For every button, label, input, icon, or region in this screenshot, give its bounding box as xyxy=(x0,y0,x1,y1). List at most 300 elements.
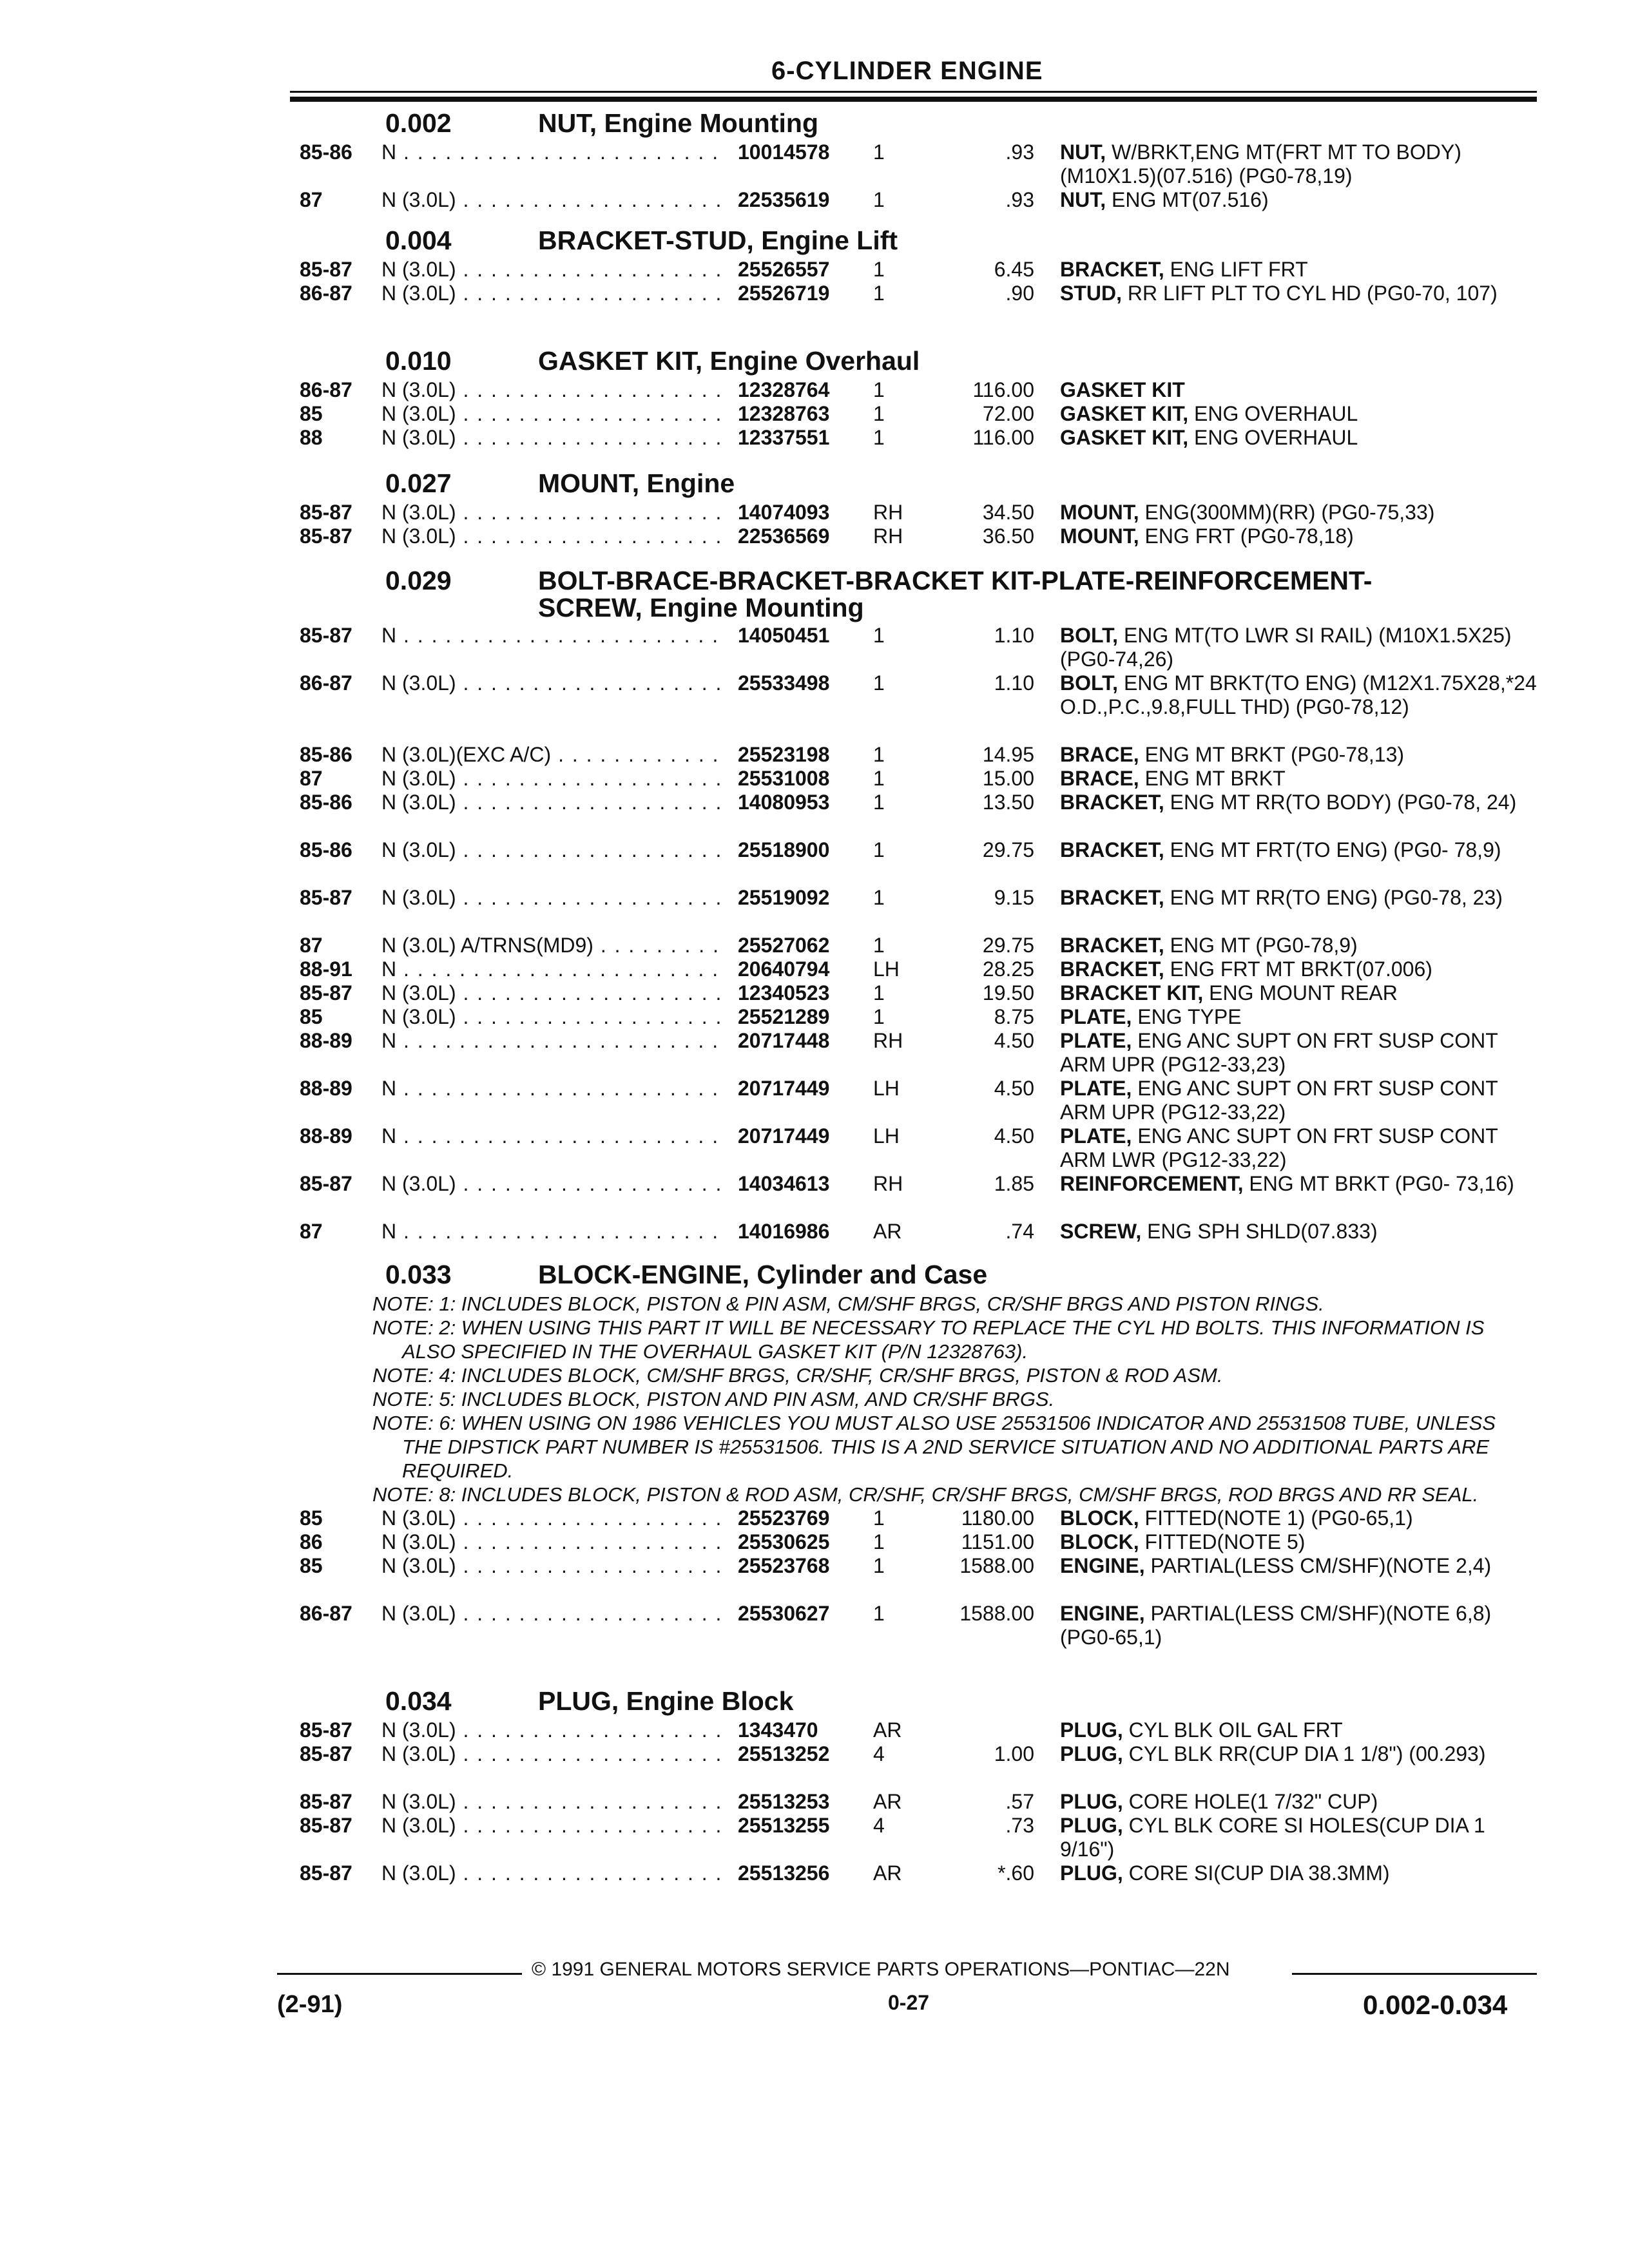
price: 1.10 xyxy=(994,671,1034,695)
part-number: 25526719 xyxy=(738,282,830,305)
part-row xyxy=(0,1220,1629,1244)
parts-group xyxy=(0,226,1629,329)
part-name: GASKET KIT, xyxy=(1060,426,1189,449)
application: N (3.0L) . . . xyxy=(381,1718,720,1742)
part-row xyxy=(0,1742,1629,1790)
group-name: BOLT-BRACE-BRACKET-BRACKET KIT-PLATE-REINFORCEMENT- xyxy=(538,566,1373,595)
part-detail: CYL BLK CORE SI HOLES(CUP DIA 1 9/16") xyxy=(1060,1814,1485,1861)
part-number: 1343470 xyxy=(738,1718,818,1742)
part-description xyxy=(1060,1602,1537,1649)
price: .57 xyxy=(1005,1790,1034,1813)
part-row xyxy=(0,934,1629,957)
application: N . . . xyxy=(381,1029,720,1053)
part-name: BRACKET, xyxy=(1060,791,1164,814)
application: N (3.0L) . . . xyxy=(381,282,720,305)
model-years: 85-86 xyxy=(300,791,352,814)
quantity: 1 xyxy=(873,188,885,211)
group-number: 0.033 xyxy=(385,1260,452,1289)
quantity: 1 xyxy=(873,743,885,766)
note-text: NOTE: 2: WHEN USING THIS PART IT WILL BE NECESSARY TO REPLACE THE CYL HD BOLTS. THIS INFORMATION IS ALSO SPECIFIED IN THE OVERHAUL GASKET KIT (P/N 12328763). xyxy=(372,1316,1485,1363)
part-number: 14016986 xyxy=(738,1220,830,1243)
quantity: 1 xyxy=(873,378,885,401)
quantity: AR xyxy=(873,1861,902,1885)
part-description xyxy=(1060,188,1537,212)
parts-group xyxy=(0,1686,1629,1885)
quantity: 4 xyxy=(873,1814,885,1837)
quantity: LH xyxy=(873,1077,900,1100)
part-description xyxy=(1060,426,1537,450)
part-row xyxy=(0,1602,1629,1649)
part-number: 25513252 xyxy=(738,1742,830,1765)
price: 36.50 xyxy=(982,524,1034,548)
quantity: LH xyxy=(873,957,900,981)
quantity: 1 xyxy=(873,1506,885,1530)
model-years: 85-87 xyxy=(300,1172,352,1195)
parts-group xyxy=(0,1260,1629,1649)
part-detail: ENG MT(TO LWR SI RAIL) (M10X1.5X25) (PG0-74,26) xyxy=(1060,624,1512,671)
part-description xyxy=(1060,282,1537,305)
part-name: BLOCK, xyxy=(1060,1506,1139,1530)
part-detail: PARTIAL(LESS CM/SHF)(NOTE 6,8) (PG0-65,1) xyxy=(1060,1602,1492,1649)
quantity: 1 xyxy=(873,282,885,305)
part-number: 25531008 xyxy=(738,767,830,790)
price: *.60 xyxy=(998,1861,1034,1885)
part-description xyxy=(1060,767,1537,791)
part-number: 12328763 xyxy=(738,402,830,425)
part-name: BRACKET, xyxy=(1060,838,1164,861)
quantity: AR xyxy=(873,1790,902,1813)
part-name: PLUG, xyxy=(1060,1790,1123,1813)
part-number: 25521289 xyxy=(738,1005,830,1028)
part-detail: W/BRKT,ENG MT(FRT MT TO BODY) (M10X1.5)(07.516) (PG0-78,19) xyxy=(1060,140,1461,187)
application: N (3.0L) . . . xyxy=(381,886,720,910)
group-number: 0.010 xyxy=(385,346,452,376)
model-years: 85-87 xyxy=(300,258,352,281)
part-description xyxy=(1060,1530,1537,1554)
part-detail: CORE HOLE(1 7/32" CUP) xyxy=(1123,1790,1378,1813)
quantity: 1 xyxy=(873,886,885,909)
price: .93 xyxy=(1005,188,1034,211)
part-name: PLATE, xyxy=(1060,1077,1132,1100)
application: N (3.0L) . . . xyxy=(381,1506,720,1530)
part-number: 25533498 xyxy=(738,671,830,695)
price: 6.45 xyxy=(994,258,1034,281)
part-row xyxy=(0,1861,1629,1885)
application: N (3.0L) . . . xyxy=(381,378,720,402)
part-row xyxy=(0,1814,1629,1861)
parts-group xyxy=(0,346,1629,450)
part-detail: ENG MT RR(TO ENG) (PG0-78, 23) xyxy=(1164,886,1503,909)
model-years: 86-87 xyxy=(300,1602,352,1625)
price: 1588.00 xyxy=(959,1554,1034,1577)
quantity: 1 xyxy=(873,1602,885,1625)
model-years: 85-87 xyxy=(300,1718,352,1742)
application: N (3.0L) A/TRNS(MD9) . . . xyxy=(381,934,720,957)
quantity: 4 xyxy=(873,1742,885,1765)
part-row xyxy=(0,743,1629,767)
part-description xyxy=(1060,258,1537,282)
quantity: AR xyxy=(873,1718,902,1742)
price: 1.85 xyxy=(994,1172,1034,1195)
price: .74 xyxy=(1005,1220,1034,1243)
model-years: 85-87 xyxy=(300,1742,352,1765)
part-detail: ENG MT (PG0-78,9) xyxy=(1164,934,1358,957)
part-name: MOUNT, xyxy=(1060,524,1139,548)
part-number: 20717449 xyxy=(738,1077,830,1100)
part-number: 14050451 xyxy=(738,624,830,647)
part-row xyxy=(0,188,1629,212)
quantity: AR xyxy=(873,1220,902,1243)
part-row xyxy=(0,1790,1629,1814)
application: N (3.0L) . . . xyxy=(381,1861,720,1885)
note-text: NOTE: 4: INCLUDES BLOCK, CM/SHF BRGS, CR/SHF, CR/SHF BRGS, PISTON & ROD ASM. xyxy=(372,1364,1223,1387)
model-years: 85-87 xyxy=(300,981,352,1004)
group-header xyxy=(0,1260,1629,1292)
part-name: BOLT, xyxy=(1060,671,1119,695)
part-number: 25523769 xyxy=(738,1506,830,1530)
part-detail: ENG MT BRKT (PG0-78,13) xyxy=(1139,743,1405,766)
model-years: 87 xyxy=(300,1220,323,1243)
price: 4.50 xyxy=(994,1077,1034,1100)
part-name: PLATE, xyxy=(1060,1124,1132,1148)
application: N (3.0L) . . . xyxy=(381,1530,720,1554)
part-description xyxy=(1060,1005,1537,1029)
price: 72.00 xyxy=(982,402,1034,425)
part-name: ENGINE, xyxy=(1060,1554,1145,1577)
part-number: 12340523 xyxy=(738,981,830,1004)
part-description xyxy=(1060,1790,1537,1814)
quantity: 1 xyxy=(873,1530,885,1553)
part-description xyxy=(1060,957,1537,981)
part-row xyxy=(0,426,1629,450)
application: N (3.0L) . . . xyxy=(381,258,720,282)
model-years: 86-87 xyxy=(300,671,352,695)
model-years: 85-87 xyxy=(300,624,352,647)
part-detail: RR LIFT PLT TO CYL HD (PG0-70, 107) xyxy=(1122,282,1498,305)
group-name: NUT, Engine Mounting xyxy=(538,108,818,138)
part-name: GASKET KIT, xyxy=(1060,402,1189,425)
application: N . . . xyxy=(381,1077,720,1100)
part-name: BRACE, xyxy=(1060,743,1139,766)
model-years: 85-87 xyxy=(300,1861,352,1885)
model-years: 85-87 xyxy=(300,501,352,524)
part-number: 14074093 xyxy=(738,501,830,524)
part-name: BRACKET, xyxy=(1060,258,1164,281)
header-rule-thin xyxy=(290,91,1537,93)
part-row xyxy=(0,791,1629,838)
part-name: NUT, xyxy=(1060,140,1106,164)
application: N (3.0L) . . . xyxy=(381,1602,720,1626)
part-description xyxy=(1060,524,1537,548)
page-title: 6-CYLINDER ENGINE xyxy=(771,57,1043,85)
part-name: PLUG, xyxy=(1060,1814,1123,1837)
part-number: 20717449 xyxy=(738,1124,830,1148)
part-row xyxy=(0,501,1629,524)
quantity: 1 xyxy=(873,1005,885,1028)
model-years: 85 xyxy=(300,1506,323,1530)
part-description xyxy=(1060,743,1537,767)
part-description xyxy=(1060,1814,1537,1861)
part-row xyxy=(0,1718,1629,1742)
quantity: 1 xyxy=(873,838,885,861)
price: 1.00 xyxy=(994,1742,1034,1765)
note-text: NOTE: 1: INCLUDES BLOCK, PISTON & PIN ASM, CM/SHF BRGS, CR/SHF BRGS AND PISTON RINGS. xyxy=(372,1293,1324,1315)
part-detail: ENG TYPE xyxy=(1132,1005,1242,1028)
application: N . . . xyxy=(381,1124,720,1148)
application: N (3.0L) . . . xyxy=(381,188,720,212)
part-row xyxy=(0,886,1629,934)
part-name: PLATE, xyxy=(1060,1005,1132,1028)
part-name: PLUG, xyxy=(1060,1742,1123,1765)
application: N (3.0L) . . . xyxy=(381,1005,720,1029)
group-header xyxy=(0,468,1629,501)
part-detail: ENG MT RR(TO BODY) (PG0-78, 24) xyxy=(1164,791,1517,814)
price: 15.00 xyxy=(982,767,1034,790)
model-years: 86-87 xyxy=(300,282,352,305)
part-name: BRACKET, xyxy=(1060,934,1164,957)
application: N . . . xyxy=(381,624,720,648)
group-number: 0.004 xyxy=(385,226,452,255)
group-name: BRACKET-STUD, Engine Lift xyxy=(538,226,898,255)
group-name: GASKET KIT, Engine Overhaul xyxy=(538,346,920,376)
part-name: BOLT, xyxy=(1060,624,1119,647)
part-detail: PARTIAL(LESS CM/SHF)(NOTE 2,4) xyxy=(1144,1554,1492,1577)
part-row xyxy=(0,282,1629,329)
part-number: 10014578 xyxy=(738,140,830,164)
application: N (3.0L)(EXC A/C) . . . xyxy=(381,743,720,767)
application: N (3.0L) . . . xyxy=(381,501,720,524)
part-description xyxy=(1060,1077,1537,1124)
application: N (3.0L) . . . xyxy=(381,981,720,1005)
application: N (3.0L) . . . xyxy=(381,767,720,791)
quantity: 1 xyxy=(873,791,885,814)
part-number: 20717448 xyxy=(738,1029,830,1052)
price: 29.75 xyxy=(982,934,1034,957)
part-description xyxy=(1060,624,1537,671)
part-row xyxy=(0,140,1629,188)
quantity: 1 xyxy=(873,767,885,790)
price: 34.50 xyxy=(982,501,1034,524)
price: 28.25 xyxy=(982,957,1034,981)
quantity: 1 xyxy=(873,934,885,957)
price: 29.75 xyxy=(982,838,1034,861)
group-header xyxy=(0,226,1629,258)
part-description xyxy=(1060,886,1537,910)
group-name: MOUNT, Engine xyxy=(538,468,735,498)
application: N (3.0L) . . . xyxy=(381,671,720,695)
part-number: 25523768 xyxy=(738,1554,830,1577)
part-row xyxy=(0,1530,1629,1554)
note-text: NOTE: 6: WHEN USING ON 1986 VEHICLES YOU MUST ALSO USE 25531506 INDICATOR AND 25531508 TUBE, UNLESS THE DIPSTICK PART NUMBER IS #25531506. THIS IS A 2ND SERVICE SITUATION AND NO ADDITIONAL PARTS ARE REQUIRED. xyxy=(372,1412,1496,1482)
part-detail: ENG MT(07.516) xyxy=(1106,188,1269,211)
footer-section-range: 0.002-0.034 xyxy=(1363,1990,1508,2020)
part-detail: ENG LIFT FRT xyxy=(1164,258,1308,281)
quantity: 1 xyxy=(873,426,885,449)
part-name: SCREW, xyxy=(1060,1220,1142,1243)
part-row xyxy=(0,838,1629,886)
price: 116.00 xyxy=(972,426,1034,449)
group-header xyxy=(0,108,1629,140)
group-name: BLOCK-ENGINE, Cylinder and Case xyxy=(538,1260,988,1289)
part-name: REINFORCEMENT, xyxy=(1060,1172,1244,1195)
part-number: 25527062 xyxy=(738,934,830,957)
price: 19.50 xyxy=(982,981,1034,1004)
price: 4.50 xyxy=(994,1029,1034,1052)
model-years: 85-87 xyxy=(300,1790,352,1813)
application: N (3.0L) . . . xyxy=(381,791,720,814)
model-years: 85-86 xyxy=(300,140,352,164)
part-row xyxy=(0,1029,1629,1077)
part-number: 14080953 xyxy=(738,791,830,814)
quantity: 1 xyxy=(873,402,885,425)
part-row xyxy=(0,1506,1629,1530)
part-row xyxy=(0,258,1629,282)
model-years: 88-89 xyxy=(300,1029,352,1052)
footer-date: (2-91) xyxy=(277,1991,343,2018)
part-detail: ENG FRT (PG0-78,18) xyxy=(1139,524,1354,548)
part-detail: ENG FRT MT BRKT(07.006) xyxy=(1164,957,1432,981)
part-number: 12328764 xyxy=(738,378,830,401)
part-detail: FITTED(NOTE 5) xyxy=(1139,1530,1306,1553)
part-name: PLUG, xyxy=(1060,1718,1123,1742)
part-name: GASKET KIT xyxy=(1060,378,1185,401)
model-years: 86 xyxy=(300,1530,323,1553)
footer-rule-right xyxy=(1292,1973,1537,1975)
group-name: PLUG, Engine Block xyxy=(538,1686,794,1716)
part-description xyxy=(1060,981,1537,1005)
part-number: 22536569 xyxy=(738,524,830,548)
part-description xyxy=(1060,934,1537,957)
model-years: 85-86 xyxy=(300,838,352,861)
part-description xyxy=(1060,1029,1537,1077)
application: N . . . xyxy=(381,140,720,164)
part-number: 25530627 xyxy=(738,1602,830,1625)
part-row xyxy=(0,378,1629,402)
application: N . . . xyxy=(381,1220,720,1244)
group-number: 0.029 xyxy=(385,566,452,595)
price: 8.75 xyxy=(994,1005,1034,1028)
price: .90 xyxy=(1005,282,1034,305)
part-name: MOUNT, xyxy=(1060,501,1139,524)
part-detail: ENG MT BRKT(TO ENG) (M12X1.75X28,*24 O.D.,P.C.,9.8,FULL THD) (PG0-78,12) xyxy=(1060,671,1537,718)
part-number: 25513256 xyxy=(738,1861,830,1885)
quantity: 1 xyxy=(873,671,885,695)
part-row xyxy=(0,671,1629,743)
part-number: 25519092 xyxy=(738,886,830,909)
part-row xyxy=(0,1172,1629,1220)
application: N (3.0L) . . . xyxy=(381,1790,720,1814)
model-years: 87 xyxy=(300,188,323,211)
part-row xyxy=(0,767,1629,791)
application: N (3.0L) . . . xyxy=(381,1554,720,1578)
part-detail: FITTED(NOTE 1) (PG0-65,1) xyxy=(1139,1506,1413,1530)
model-years: 85-87 xyxy=(300,1814,352,1837)
quantity: 1 xyxy=(873,624,885,647)
price: .73 xyxy=(1005,1814,1034,1837)
price: .93 xyxy=(1005,140,1034,164)
quantity: 1 xyxy=(873,258,885,281)
part-number: 25523198 xyxy=(738,743,830,766)
price: 116.00 xyxy=(972,378,1034,401)
quantity: RH xyxy=(873,501,903,524)
price: 1180.00 xyxy=(961,1506,1034,1530)
part-name: BRACE, xyxy=(1060,767,1139,790)
quantity: RH xyxy=(873,1029,903,1052)
group-name-continued: SCREW, Engine Mounting xyxy=(538,593,864,622)
part-description xyxy=(1060,671,1537,719)
part-detail: ENG(300MM)(RR) (PG0-75,33) xyxy=(1139,501,1435,524)
part-name: BRACKET, xyxy=(1060,957,1164,981)
part-row xyxy=(0,624,1629,671)
group-number: 0.034 xyxy=(385,1686,452,1716)
part-detail: ENG ANC SUPT ON FRT SUSP CONT ARM UPR (PG12-33,22) xyxy=(1060,1077,1498,1124)
model-years: 87 xyxy=(300,767,323,790)
part-description xyxy=(1060,1554,1537,1578)
part-description xyxy=(1060,1124,1537,1172)
part-detail: CORE SI(CUP DIA 38.3MM) xyxy=(1123,1861,1390,1885)
application: N (3.0L) . . . xyxy=(381,524,720,548)
part-number: 25526557 xyxy=(738,258,830,281)
part-number: 14034613 xyxy=(738,1172,830,1195)
model-years: 85 xyxy=(300,1005,323,1028)
application: N (3.0L) . . . xyxy=(381,1742,720,1766)
part-name: BLOCK, xyxy=(1060,1530,1139,1553)
footer-rule-left xyxy=(277,1973,522,1975)
application: N (3.0L) . . . xyxy=(381,838,720,862)
copyright-text: © 1991 GENERAL MOTORS SERVICE PARTS OPERATIONS—PONTIAC—22N xyxy=(532,1959,1230,1980)
part-number: 25530625 xyxy=(738,1530,830,1553)
part-row xyxy=(0,981,1629,1005)
part-name: NUT, xyxy=(1060,188,1106,211)
parts-group xyxy=(0,108,1629,212)
part-name: PLATE, xyxy=(1060,1029,1132,1052)
parts-group xyxy=(0,468,1629,548)
application: N (3.0L) . . . xyxy=(381,426,720,450)
part-number: 22535619 xyxy=(738,188,830,211)
part-description xyxy=(1060,1742,1537,1766)
footer-page-number: 0-27 xyxy=(888,1991,930,2014)
model-years: 88-89 xyxy=(300,1077,352,1100)
part-name: ENGINE, xyxy=(1060,1602,1145,1625)
part-row xyxy=(0,1077,1629,1124)
quantity: 1 xyxy=(873,1554,885,1577)
quantity: RH xyxy=(873,524,903,548)
application: N (3.0L) . . . xyxy=(381,1172,720,1196)
part-detail: ENG MOUNT REAR xyxy=(1203,981,1398,1004)
part-row xyxy=(0,957,1629,981)
group-header xyxy=(0,566,1629,624)
price: 9.15 xyxy=(994,886,1034,909)
model-years: 85 xyxy=(300,1554,323,1577)
part-detail: ENG ANC SUPT ON FRT SUSP CONT ARM UPR (PG12-33,23) xyxy=(1060,1029,1498,1076)
part-number: 12337551 xyxy=(738,426,830,449)
model-years: 88 xyxy=(300,426,323,449)
part-number: 25518900 xyxy=(738,838,830,861)
part-detail: ENG MT FRT(TO ENG) (PG0- 78,9) xyxy=(1164,838,1501,861)
part-description xyxy=(1060,1861,1537,1885)
price: 14.95 xyxy=(982,743,1034,766)
price: 1588.00 xyxy=(959,1602,1034,1625)
part-description xyxy=(1060,501,1537,524)
part-name: BRACKET, xyxy=(1060,886,1164,909)
part-row xyxy=(0,1005,1629,1029)
price: 1.10 xyxy=(994,624,1034,647)
part-description xyxy=(1060,140,1537,188)
group-header xyxy=(0,1686,1629,1718)
parts-group xyxy=(0,566,1629,1244)
part-number: 25513253 xyxy=(738,1790,830,1813)
part-row xyxy=(0,1124,1629,1172)
